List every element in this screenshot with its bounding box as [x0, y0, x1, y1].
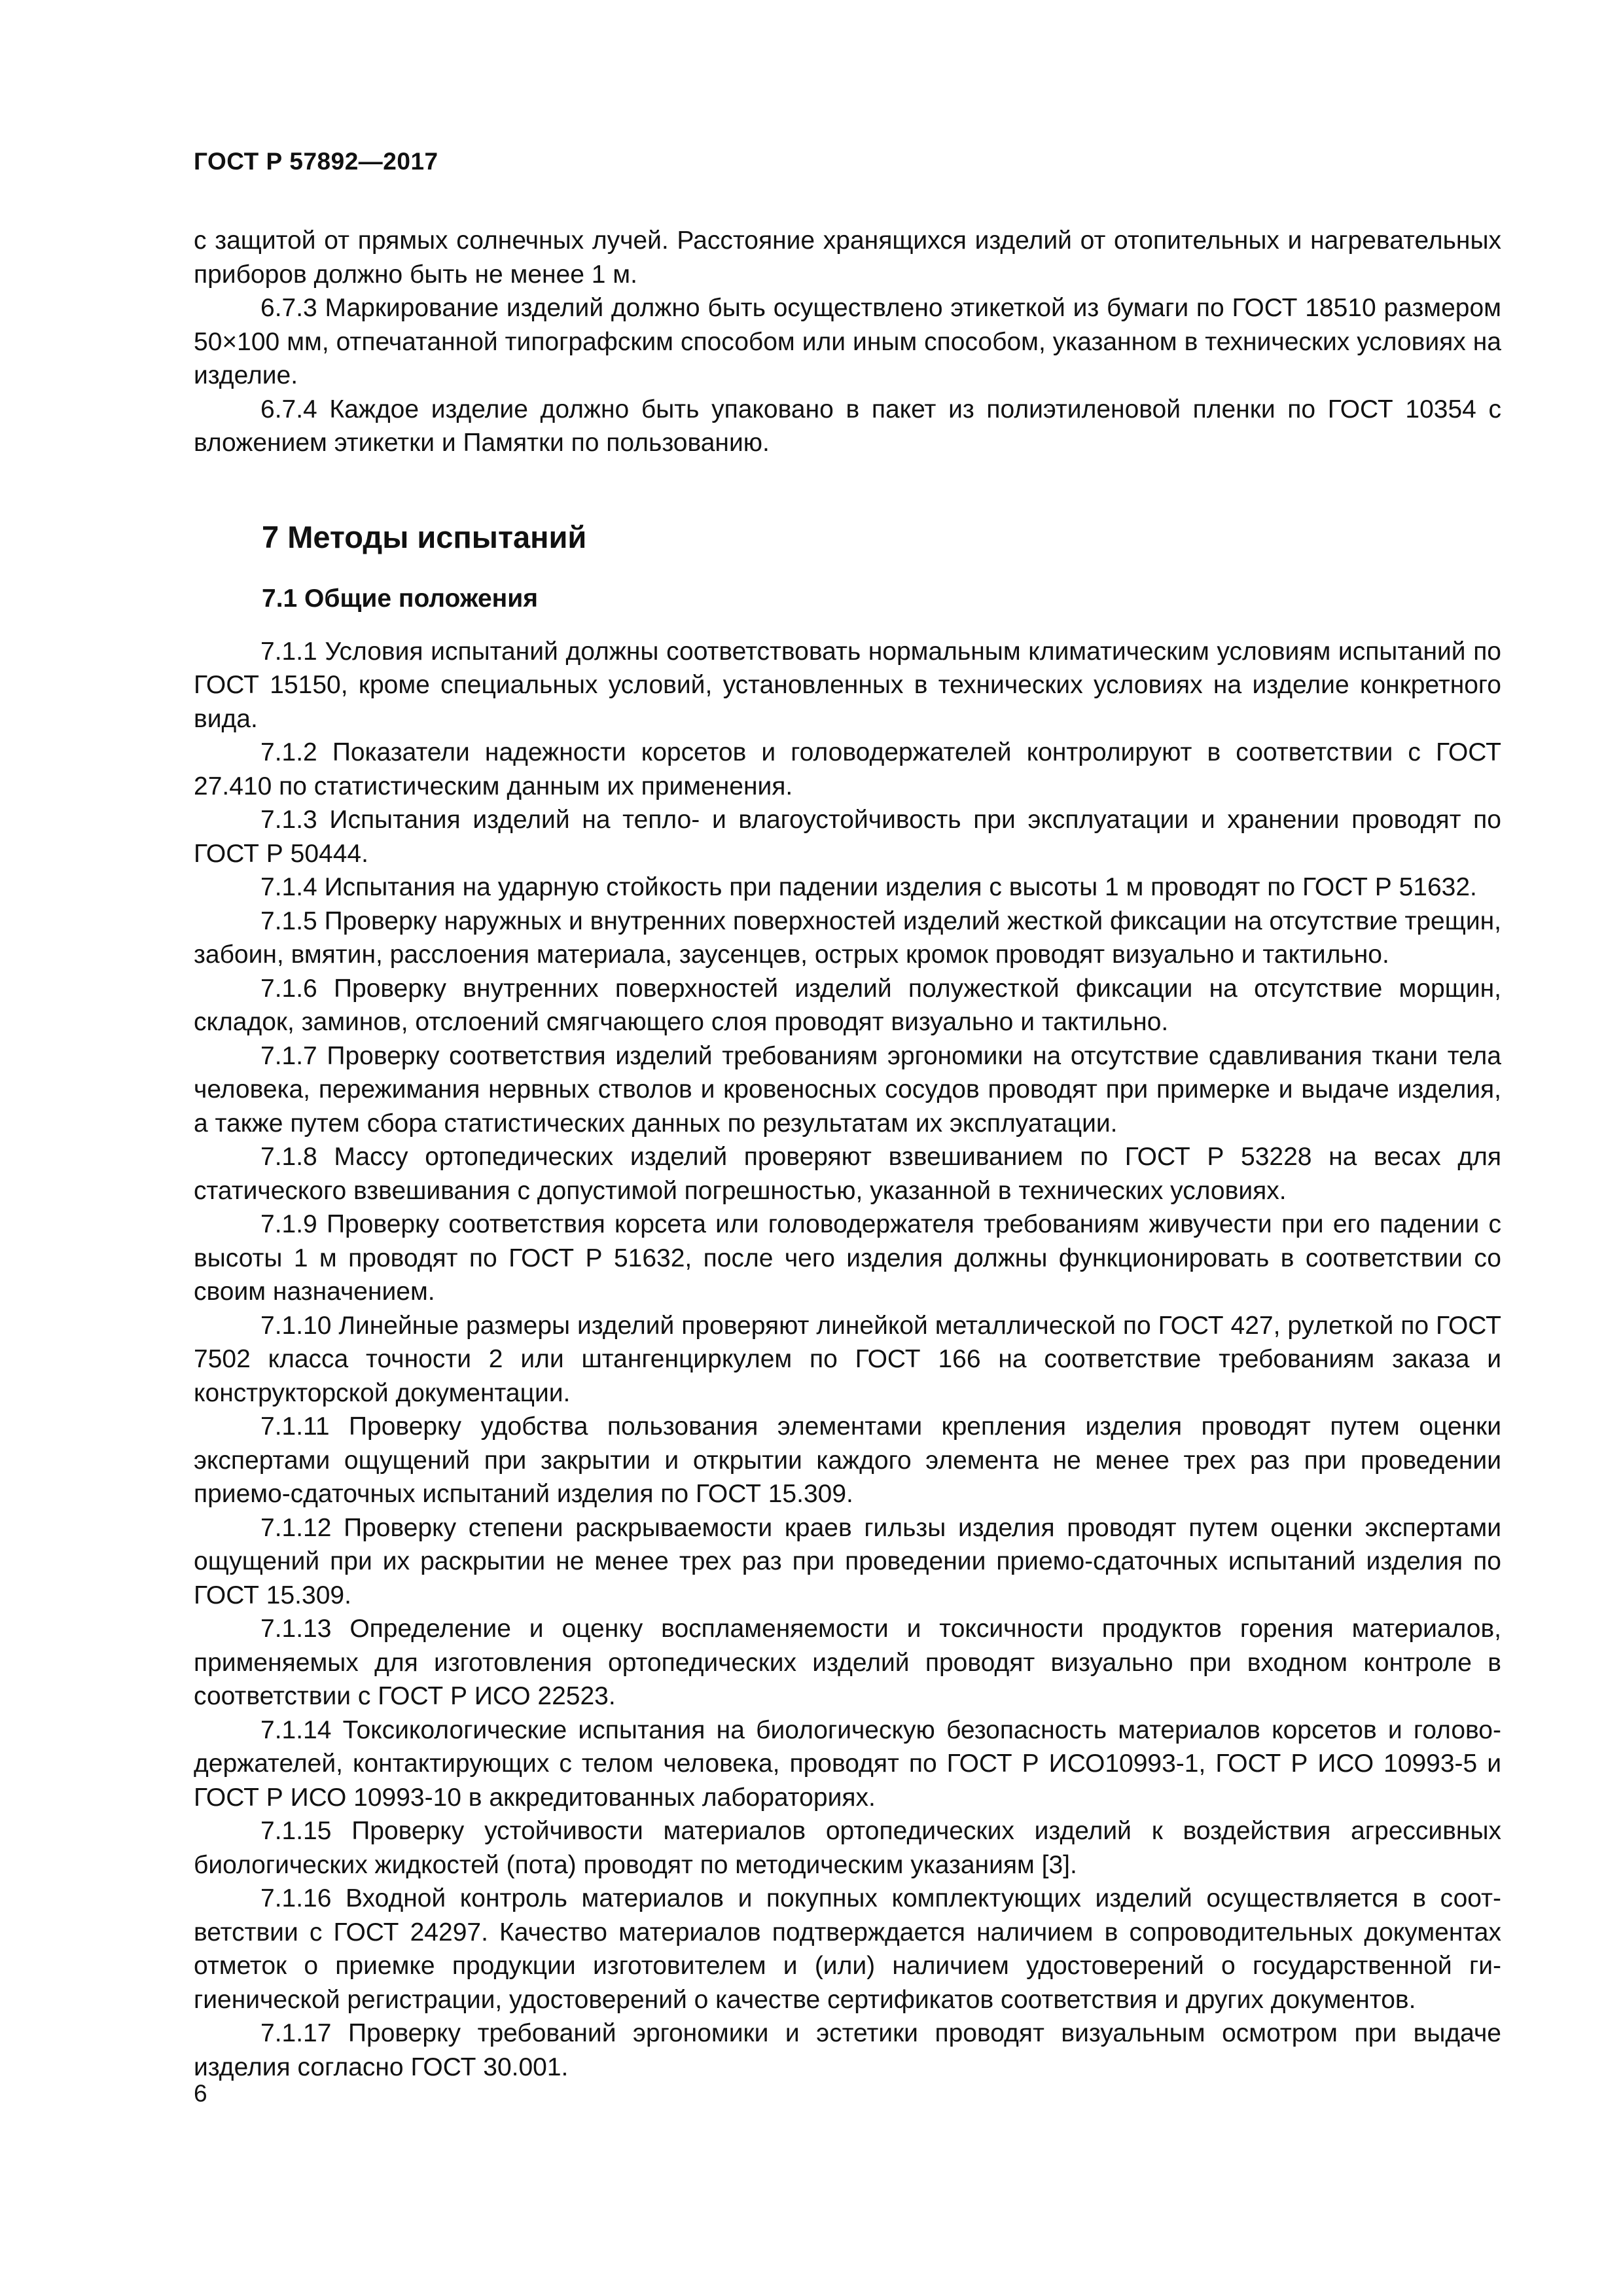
- clause-6-7-4: 6.7.4 Каждое изделие должно быть упаковано в пакет из полиэтиленовой пленки по ГОСТ 10354 с вложением этикетки и Памятки по пользованию.: [194, 395, 1501, 457]
- clause-7-1-7: 7.1.7 Проверку соответствия изделий требованиям эргономики на отсутствие сдавливания ткани тела человека, пережимания нервных стволов и кровеносных сосудов проводят при примерке и выдаче изделия, а также путем сбора статистических данных по результатам их эксплуатации.: [194, 1041, 1501, 1138]
- clause-7-1-14: 7.1.14 Токсикологические испытания на биологическую безопасность материалов корсетов и головодержателей, контактирующих с телом человека, проводят по ГОСТ Р ИСО10993-1, ГОСТ Р ИСО 10993-5 и ГОСТ Р ИСО 10993-10 в аккредитованных лабораториях.: [194, 1715, 1501, 1812]
- clause-7-1-9: 7.1.9 Проверку соответствия корсета или головодержателя требованиям живучести при его падении с высоты 1 м проводят по ГОСТ Р 51632, после чего изделия должны функционировать в соответствии со своим назначением.: [194, 1210, 1501, 1306]
- clause-6-7-3: 6.7.3 Маркирование изделий должно быть осуществлено этикеткой из бумаги по ГОСТ 18510 размером 50×100 мм, отпечатанной типографским способом или иным способом, указанном в технических условиях на изделие.: [194, 294, 1501, 389]
- clause-7-1-3: 7.1.3 Испытания изделий на тепло- и влагоустойчивость при эксплуатации и хранении проводят по ГОСТ Р 50444.: [194, 806, 1501, 868]
- clause-7-1-13: 7.1.13 Определение и оценку воспламеняемости и токсичности продуктов горения материалов, применяемых для изготовления ортопедических изделий проводят визуально при входном контроле в соответствии с ГОСТ Р ИСО 22523.: [194, 1615, 1501, 1710]
- document-id-header: ГОСТ Р 57892—2017: [194, 148, 438, 175]
- clause-7-1-2: 7.1.2 Показатели надежности корсетов и головодержателей контролируют в соответствии с ГОСТ 27.410 по статистическим данным их применения.: [194, 738, 1501, 800]
- section-title: 7 Методы испытаний: [262, 519, 587, 554]
- clause-7-1-8: 7.1.8 Массу ортопедических изделий проверяют взвешиванием по ГОСТ Р 53228 на весах для статического взвешивания с допустимой погрешностью, указанной в технических условиях.: [194, 1143, 1501, 1205]
- clause-7-1-4: 7.1.4 Испытания на ударную стойкость при падении изделия с высоты 1 м проводят по ГОСТ Р 51632.: [260, 873, 1477, 901]
- clause-7-1-16: 7.1.16 Входной контроль материалов и покупных комплектующих изделий осуществляется в соответствии с ГОСТ 24297. Качество материалов подтверждается наличием в сопроводительных документах отметок о приемке продукции изготовителем и (или) наличием удостоверений о государственной гигиенической регистрации, удостоверений о качестве сертификатов соответствия и других документов.: [194, 1884, 1501, 2014]
- clause-7-1-15: 7.1.15 Проверку устойчивости материалов ортопедических изделий к воздействия агрессивных биологических жидкостей (пота) проводят по методическим указаниям [3].: [194, 1817, 1501, 1879]
- clause-7-1-5: 7.1.5 Проверку наружных и внутренних поверхностей изделий жесткой фиксации на отсутствие трещин, забоин, вмятин, расслоения материала, заусенцев, острых кромок проводят визуально и тактильно.: [194, 906, 1501, 969]
- clause-7-1-10: 7.1.10 Линейные размеры изделий проверяют линейкой металлической по ГОСТ 427, рулеткой по ГОСТ 7502 класса точности 2 или штангенциркулем по ГОСТ 166 на соответствие требованиям заказа и конструкторской документации.: [194, 1311, 1501, 1407]
- page-body: [194, 224, 1501, 2084]
- clause-7-1-12: 7.1.12 Проверку степени раскрываемости краев гильзы изделия проводят путем оценки экспертами ощущений при их раскрытии не менее трех раз при проведении приемо-сдаточных испытаний изделия по ГОСТ 15.309.: [194, 1513, 1501, 1609]
- page-number: 6: [194, 2080, 207, 2107]
- clause-7-1-11: 7.1.11 Проверку удобства пользования элементами крепления изделия проводят путем оценки экспертами ощущений при закрытии и открытии каждого элемента не менее трех раз при проведении приемо-сдаточных испытаний изделия по ГОСТ 15.309.: [194, 1412, 1501, 1508]
- clause-7-1-1: 7.1.1 Условия испытаний должны соответствовать нормальным климатическим условиям испытаний по ГОСТ 15150, кроме специальных условий, установленных в технических условиях на изделие конкретного вида.: [194, 637, 1501, 733]
- clause-7-1-17: 7.1.17 Проверку требований эргономики и эстетики проводят визуальным осмотром при выдаче изделия согласно ГОСТ 30.001.: [194, 2019, 1501, 2081]
- subsection-title: 7.1 Общие положения: [262, 584, 538, 613]
- intro-paragraph-continuation: с защитой от прямых солнечных лучей. Расстояние хранящихся изделий от отопительных и нагревательных приборов должно быть не менее 1 м.: [194, 226, 1501, 289]
- clause-7-1-6: 7.1.6 Проверку внутренних поверхностей изделий полужесткой фиксации на отсутствие морщин, складок, заминов, отслоений смягчающего слоя проводят визуально и тактильно.: [194, 974, 1501, 1036]
